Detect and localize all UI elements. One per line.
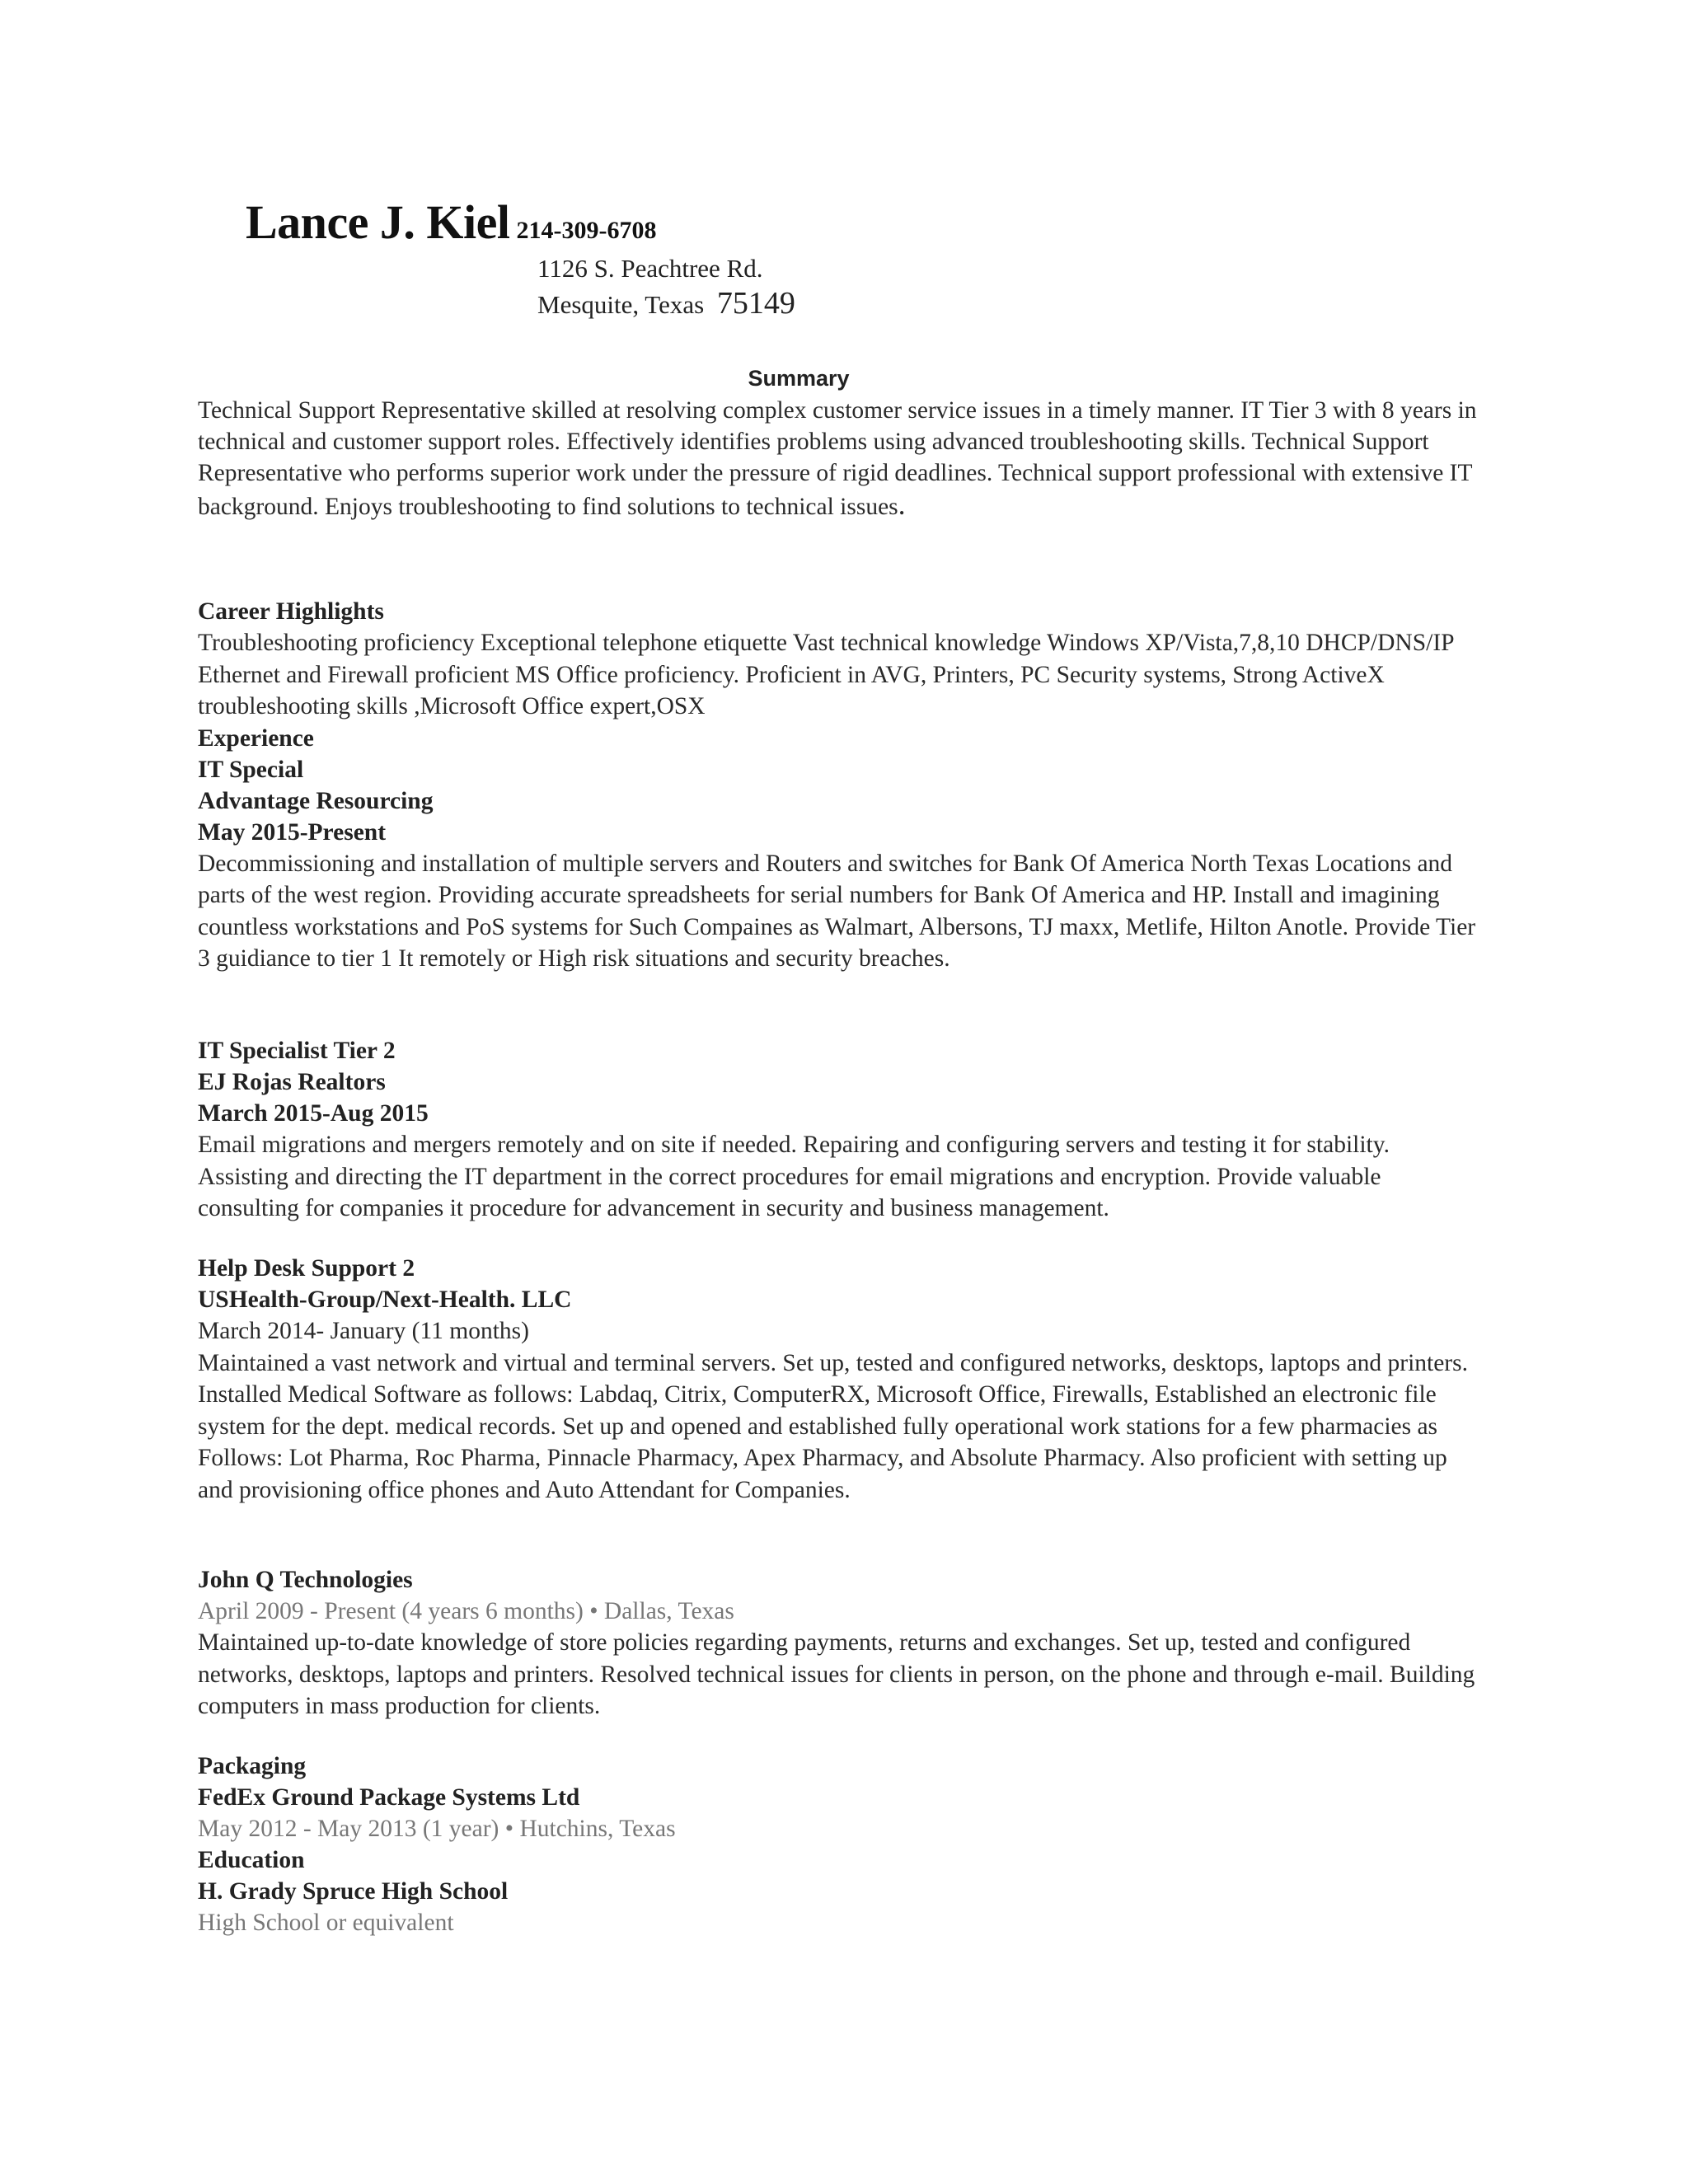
education-degree: High School or equivalent: [198, 1910, 454, 1936]
address-city-line: [537, 285, 795, 321]
address-street: 1126 S. Peachtree Rd.: [537, 254, 763, 283]
job-description: Decommissioning and installation of multiple servers and Routers and switches for Bank Of America North Texas Locations and parts of the west region. Providing accurate spreadsheets for serial numbers for Bank Of America and HP. Install and imagining countless workstations and PoS systems for Such Compaines as Walmart, Albersons, TJ maxx, Metlife, Hilton Anotle. Provide Tier 3 guidiance to tier 1 It remotely or High risk situations and security breaches.: [198, 850, 1476, 972]
summary-section: [198, 395, 1484, 523]
job-description: Maintained up-to-date knowledge of store policies regarding payments, returns and exchanges. Set up, tested and configured networks, desktops, laptops and printers. Resolved technical issues for clients in person, on the phone and through e-mail. Building computers in mass production for clients.: [198, 1629, 1475, 1719]
job-title: IT Specialist Tier 2: [198, 1038, 396, 1064]
summary-text: [198, 395, 1484, 523]
job-dates: April 2009 - Present (4 years 6 months) • Dallas, Texas: [198, 1598, 734, 1624]
job-title: Packaging: [198, 1753, 307, 1779]
education-school: H. Grady Spruce High School: [198, 1878, 509, 1905]
job-description: Maintained a vast network and virtual and terminal servers. Set up, tested and configured networks, desktops, laptops and printers. Installed Medical Software as follows: Labdaq, Citrix, ComputerRX, Microsoft Office, Firewalls, Established an electronic file system for the dept. medical records. Set up and opened and established fully operational work stations for a few pharmacies as Follows: Lot Pharma, Roc Pharma, Pinnacle Pharmacy, Apex Pharmacy, and Absolute Pharmacy. Also proficient with setting up and provisioning office phones and Auto Attendant for Companies.: [198, 1349, 1468, 1503]
job-entry: [198, 1750, 1484, 1938]
summary-end: .: [898, 488, 906, 521]
career-highlights-text: Troubleshooting proficiency Exceptional telephone etiquette Vast technical knowledge Windows XP/Vista,7,8,10 DHCP/DNS/IP Ethernet and Firewall proficient MS Office proficiency. Proficient in AVG, Printers, PC Security systems, Strong ActiveX troubleshooting skills ,Microsoft Office expert,OSX: [198, 630, 1454, 719]
job-company: USHealth-Group/Next-Health. LLC: [198, 1286, 572, 1313]
job-company: FedEx Ground Package Systems Ltd: [198, 1784, 580, 1811]
job-title: Help Desk Support 2: [198, 1255, 415, 1282]
job-title: IT Special: [198, 756, 304, 783]
name-line: [246, 194, 657, 250]
applicant-name: Lance J. Kiel: [246, 195, 510, 249]
job-company: EJ Rojas Realtors: [198, 1069, 386, 1095]
education-heading: Education: [198, 1847, 305, 1873]
address-zip: 75149: [716, 286, 795, 321]
job-dates: March 2015-Aug 2015: [198, 1100, 429, 1127]
summary-body: Technical Support Representative skilled at resolving complex customer service issues in a timely manner. IT Tier 3 with 8 years in technical and customer support roles. Effectively identifies problems using advanced troubleshooting skills. Technical Support Representative who performs superior work under the pressure of rigid deadlines. Technical support professional with extensive IT background. Enjoys troubleshooting to find solutions to technical issues: [198, 397, 1477, 520]
job-description: Email migrations and mergers remotely and on site if needed. Repairing and configuring servers and testing it for stability. Assisting and directing the IT department in the correct procedures for email migrations and encryption. Provide valuable consulting for companies it procedure for advancement in security and business management.: [198, 1132, 1390, 1221]
job-entry: [198, 1035, 1484, 1225]
summary-heading: Summary: [748, 366, 850, 391]
phone-number: 214-309-6708: [516, 217, 657, 244]
job-dates: May 2012 - May 2013 (1 year) • Hutchins, Texas: [198, 1816, 676, 1842]
address-city: Mesquite, Texas: [537, 290, 705, 319]
job-entry: [198, 1564, 1484, 1722]
experience-heading: Experience: [198, 724, 314, 752]
job-company: John Q Technologies: [198, 1567, 413, 1593]
job-dates: March 2014- January (11 months): [198, 1318, 529, 1344]
job-dates: May 2015-Present: [198, 818, 387, 846]
career-highlights-section: [198, 596, 1484, 975]
career-highlights-heading: Career Highlights: [198, 598, 384, 625]
job-company: Advantage Resourcing: [198, 787, 434, 814]
job-entry: [198, 1253, 1484, 1506]
